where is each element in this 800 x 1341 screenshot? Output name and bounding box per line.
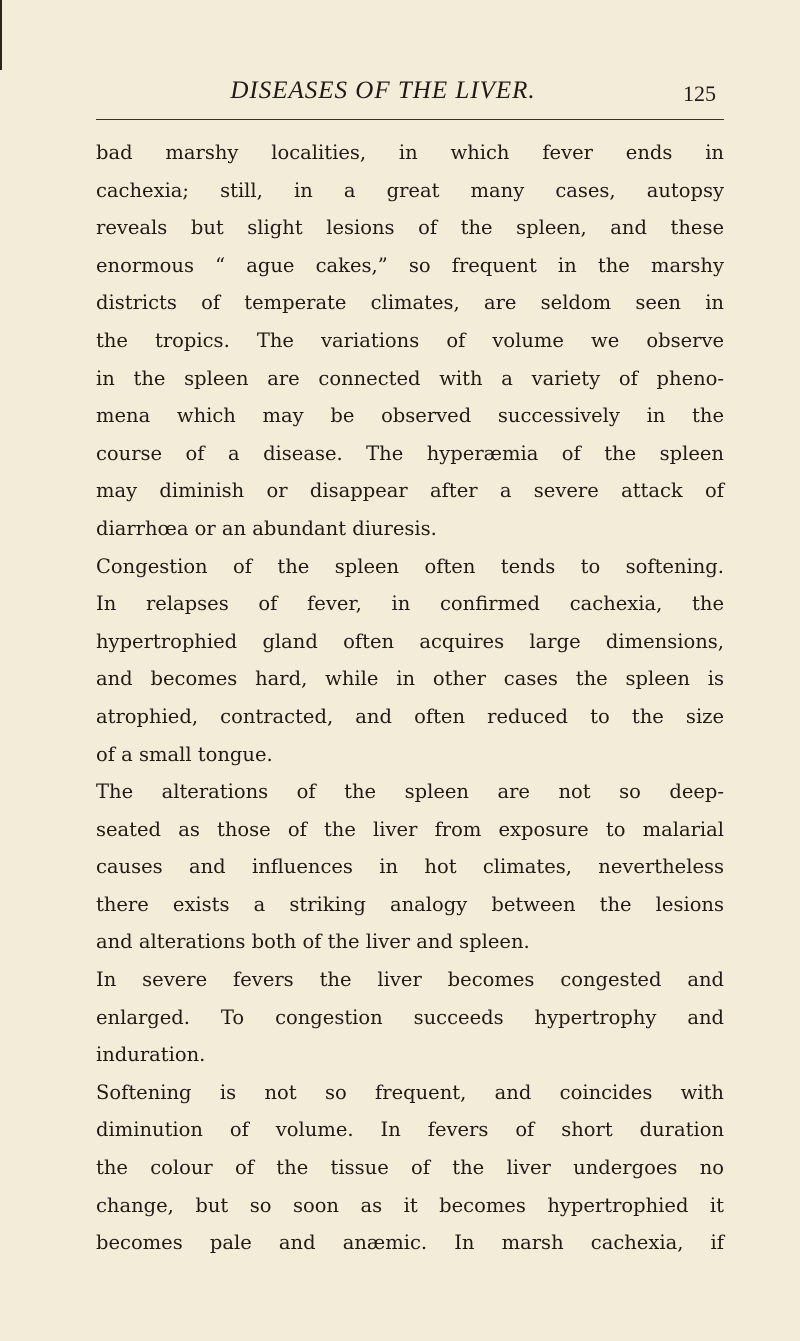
text-line: In relapses of fever, in confirmed cachexia, the [96, 592, 724, 616]
text-line: diarrhœa or an abundant diuresis. [96, 516, 437, 540]
page-binding-edge [0, 0, 6, 70]
text-line: and alterations both of the liver and spleen. [96, 930, 530, 954]
running-title: DISEASES OF THE LIVER. [230, 77, 536, 104]
text-line: bad marshy localities, in which fever ends in [96, 141, 724, 164]
text-line: mena which may be observed successively in the [96, 404, 724, 428]
page-number: 125 [683, 81, 716, 106]
text-line: Softening is not so frequent, and coincides with [96, 1080, 724, 1104]
text-line: The alterations of the spleen are not so deep- [96, 780, 724, 804]
text-line: the tropics. The variations of volume we observe [96, 328, 724, 352]
body-text [96, 134, 724, 1262]
text-line: Congestion of the spleen often tends to softening. [96, 554, 724, 578]
text-line: becomes pale and anæmic. In marsh cachexia, if [96, 1231, 724, 1255]
text-line: causes and influences in hot climates, nevertheless [96, 855, 724, 879]
text-line: change, but so soon as it becomes hypertrophied it [96, 1193, 724, 1217]
text-line: atrophied, contracted, and often reduced to the size [96, 704, 724, 728]
text-line: there exists a striking analogy between the lesions [96, 892, 724, 916]
text-line: hypertrophied gland often acquires large dimensions, [96, 629, 724, 653]
text-line: induration. [96, 1043, 206, 1067]
text-line: course of a disease. The hyperæmia of the spleen [96, 441, 724, 465]
text-line: enormous “ ague cakes,” so frequent in the marshy [96, 253, 724, 277]
text-line: of a small tongue. [96, 742, 273, 766]
text-line: the colour of the tissue of the liver undergoes no [96, 1156, 724, 1180]
text-line: reveals but slight lesions of the spleen, and these [96, 216, 724, 240]
text-line: and becomes hard, while in other cases the spleen is [96, 667, 724, 691]
text-line: diminution of volume. In fevers of short duration [96, 1118, 724, 1142]
text-line: cachexia; still, in a great many cases, autopsy [96, 178, 724, 202]
text-line: enlarged. To congestion succeeds hypertrophy and [96, 1005, 724, 1029]
text-line: districts of temperate climates, are seldom seen in [96, 291, 724, 315]
text-line: may diminish or disappear after a severe attack of [96, 479, 724, 503]
text-line: In severe fevers the liver becomes congested and [96, 968, 724, 992]
running-head [96, 74, 724, 120]
text-line: seated as those of the liver from exposure to malarial [96, 817, 724, 841]
text-line: in the spleen are connected with a variety of pheno- [96, 366, 724, 390]
